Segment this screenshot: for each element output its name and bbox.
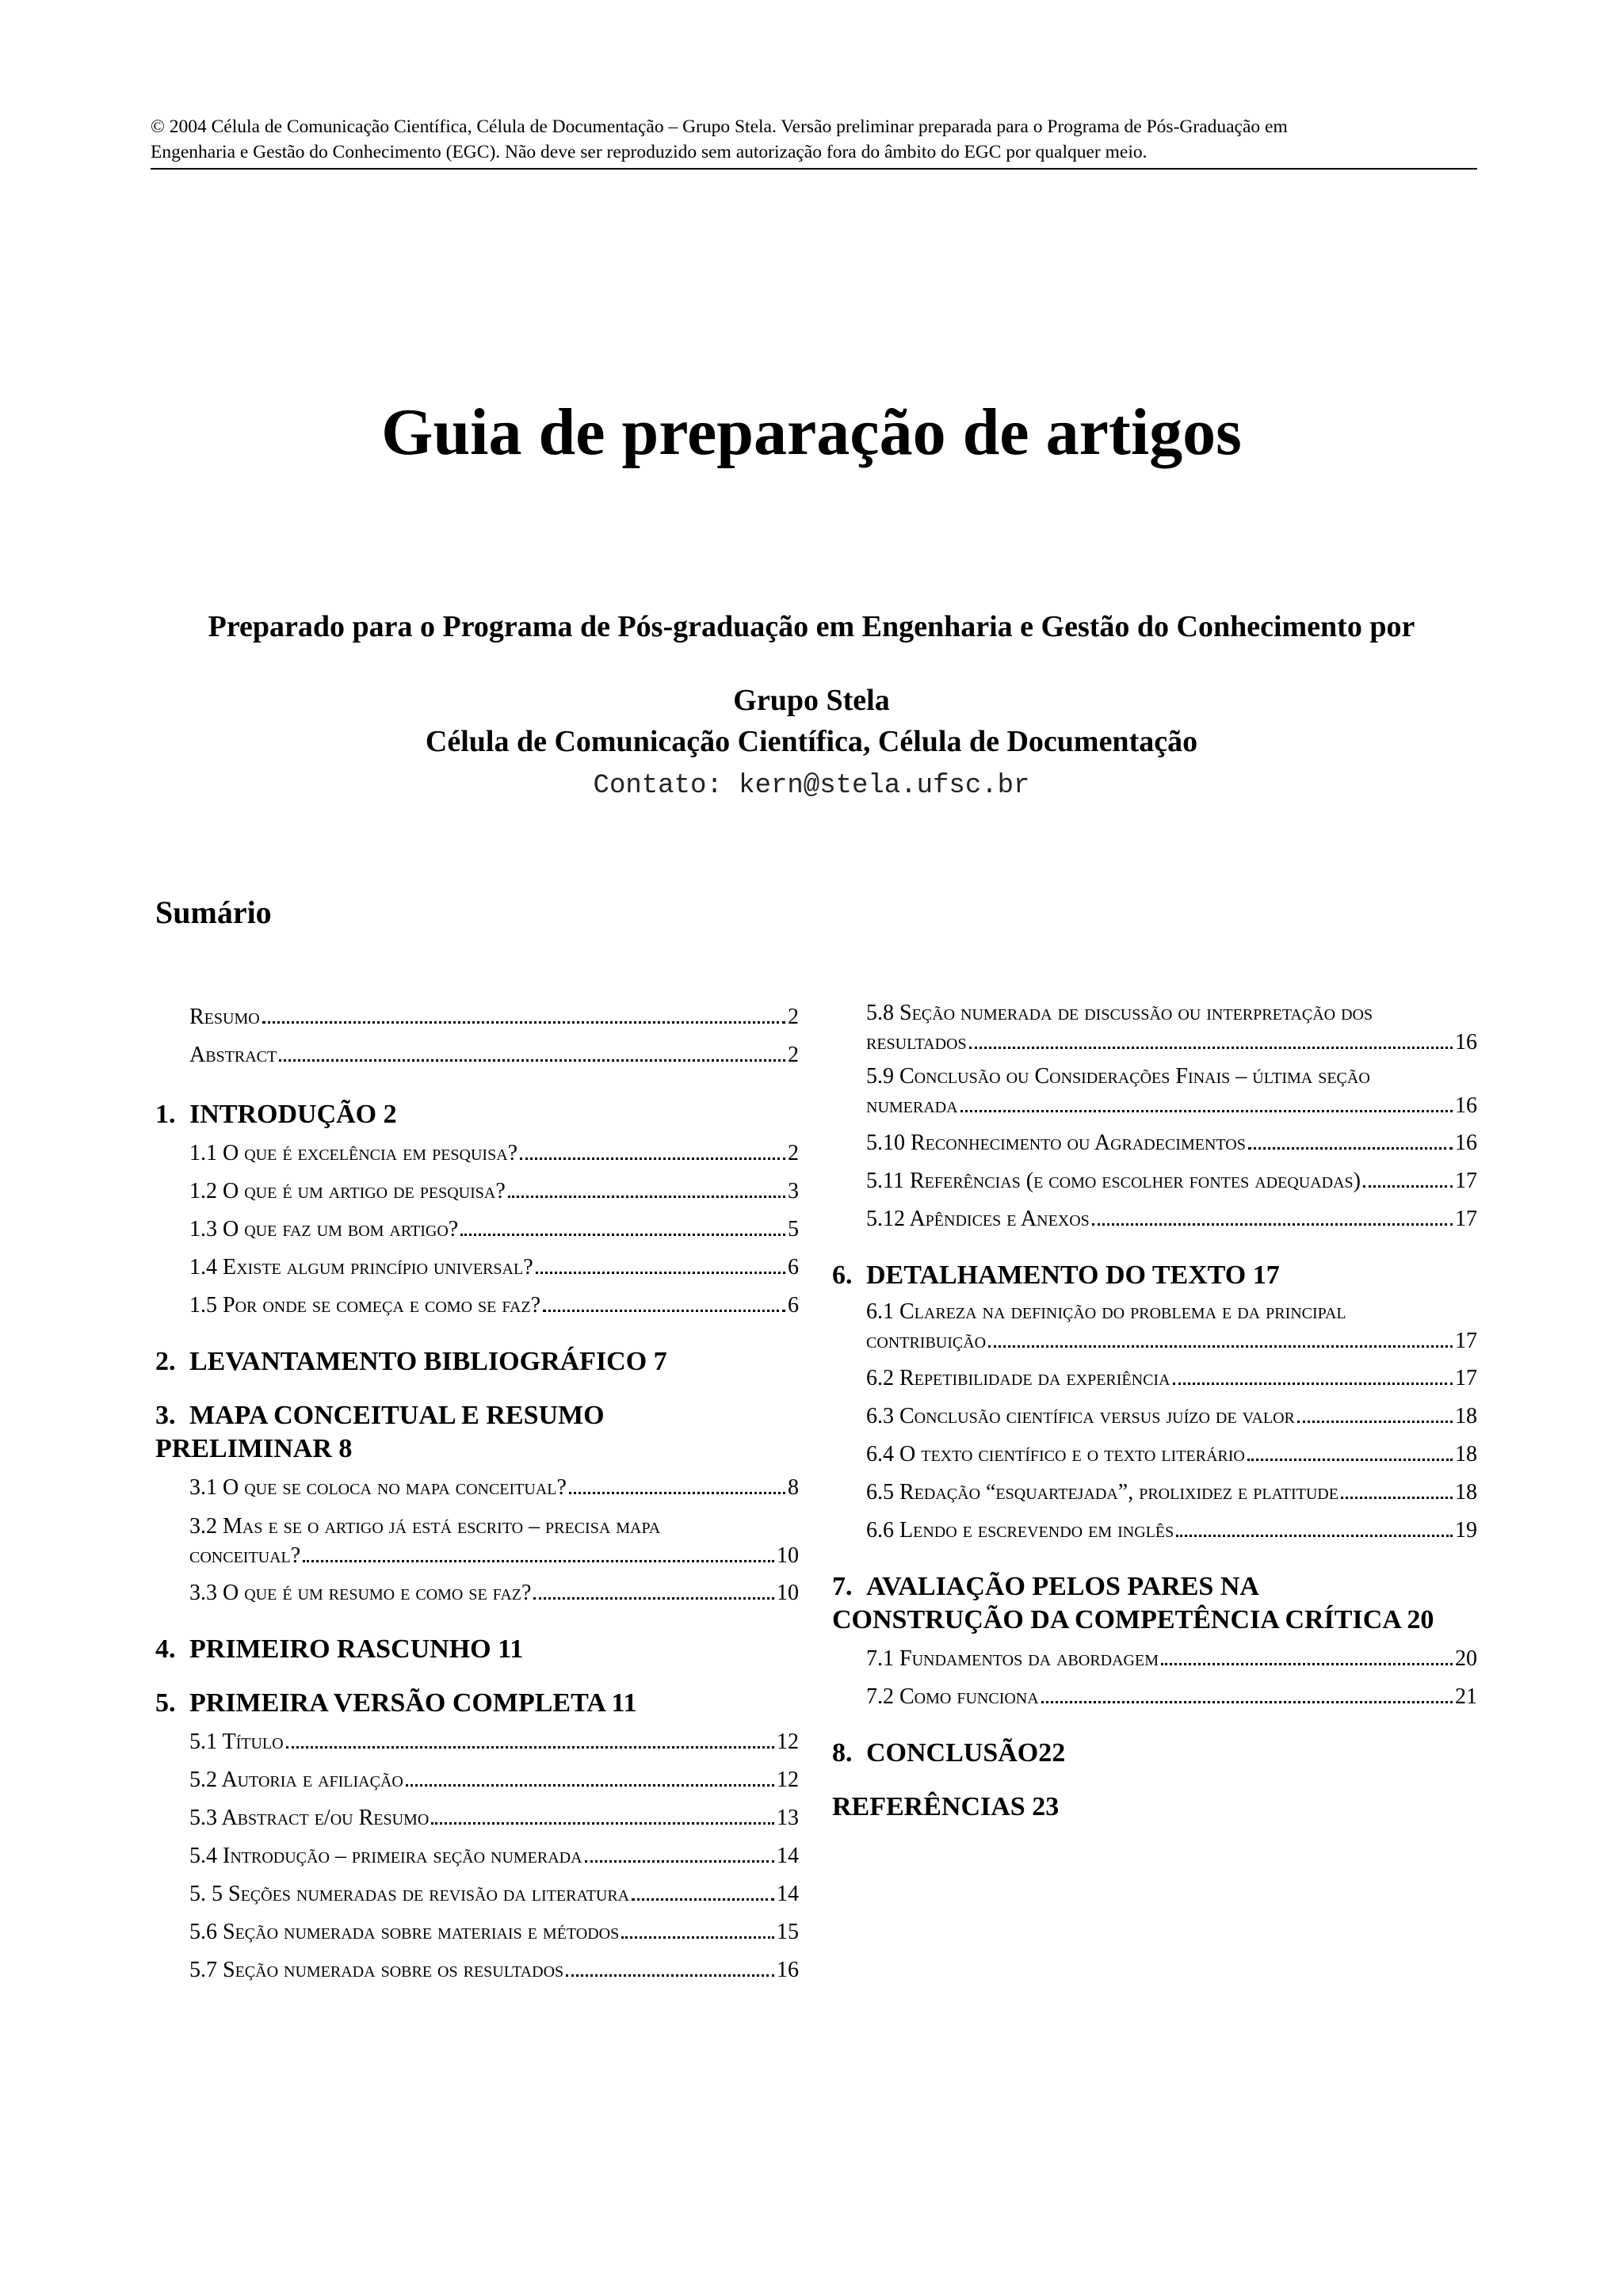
toc-entry-6-3[interactable]: 6.3 Conclusão científica versus juízo de valor 18 <box>866 1404 1477 1428</box>
toc-entry-5-7[interactable]: 5.7 Seção numerada sobre os resultados 16 <box>189 1958 799 1982</box>
group-cells: Célula de Comunicação Científica, Célula de Documentação <box>425 725 1198 758</box>
toc-entry-1-2[interactable]: 1.2 O que é um artigo de pesquisa? 3 <box>189 1179 799 1203</box>
toc-entry-7-2[interactable]: 7.2 Como funciona 21 <box>866 1684 1477 1709</box>
toc-section-7[interactable]: 7. AVALIAÇÃO PELOS PARES NA CONSTRUÇÃO DA COMPETÊNCIA CRÍTICA 20 <box>832 1572 1434 1634</box>
copyright-header <box>151 114 1477 170</box>
contact-line: Contato: kern@stela.ufsc.br <box>593 771 1030 801</box>
toc-section-2[interactable]: 2. LEVANTAMENTO BIBLIOGRÁFICO 7 <box>155 1347 667 1376</box>
group-name: Grupo Stela <box>733 684 890 717</box>
toc-entry-5-8[interactable]: 5.8 Seção numerada de discussão ou interpretação dos resultados 16 <box>866 1001 1477 1055</box>
toc-entry-6-2[interactable]: 6.2 Repetibilidade da experiência 17 <box>866 1366 1477 1390</box>
document-title: Guia de preparação de artigos <box>381 395 1242 469</box>
toc-entry-1-4[interactable]: 1.4 Existe algum princípio universal? 6 <box>189 1255 799 1280</box>
toc-entry-5-2[interactable]: 5.2 Autoria e afiliação 12 <box>189 1768 799 1792</box>
toc-entry-5-4[interactable]: 5.4 Introdução – primeira seção numerada 14 <box>189 1844 799 1868</box>
toc-entry-6-4[interactable]: 6.4 O texto científico e o texto literário 18 <box>866 1442 1477 1466</box>
toc-section-references[interactable]: REFERÊNCIAS 23 <box>832 1792 1060 1821</box>
author-block <box>0 680 1623 762</box>
toc-entry-3-2[interactable]: 3.2 Mas e se o artigo já está escrito – precisa mapa conceitual? 10 <box>189 1514 799 1568</box>
toc-right-column <box>832 998 1477 1827</box>
toc-entry-5-12[interactable]: 5.12 Apêndices e Anexos 17 <box>866 1207 1477 1231</box>
toc-entry-5-9[interactable]: 5.9 Conclusão ou Considerações Finais – última seção numerada 16 <box>866 1064 1477 1118</box>
copyright-line-2: Engenharia e Gestão do Conhecimento (EGC). Não deve ser reproduzido sem autorização fora do âmbito do EGC por qualquer meio. <box>151 142 1148 162</box>
toc-section-3[interactable]: 3. MAPA CONCEITUAL E RESUMO PRELIMINAR 8 <box>155 1401 605 1463</box>
toc-section-6[interactable]: 6. DETALHAMENTO DO TEXTO 17 <box>832 1261 1280 1290</box>
toc-section-4[interactable]: 4. PRIMEIRO RASCUNHO 11 <box>155 1634 524 1664</box>
toc-entry-7-1[interactable]: 7.1 Fundamentos da abordagem 20 <box>866 1646 1477 1671</box>
toc-entry-3-3[interactable]: 3.3 O que é um resumo e como se faz? 10 <box>189 1581 799 1605</box>
toc-entry-6-1[interactable]: 6.1 Clareza na definição do problema e da principal contribuição 17 <box>866 1299 1477 1353</box>
toc-entry-1-1[interactable]: 1.1 O que é excelência em pesquisa? 2 <box>189 1141 799 1165</box>
toc-left-column <box>155 998 799 1989</box>
toc-entry-5-6[interactable]: 5.6 Seção numerada sobre materiais e métodos 15 <box>189 1920 799 1944</box>
toc-section-5[interactable]: 5. PRIMEIRA VERSÃO COMPLETA 11 <box>155 1688 637 1718</box>
toc-entry-6-5[interactable]: 6.5 Redação “esquartejada”, prolixidez e platitude 18 <box>866 1480 1477 1505</box>
toc-entry-resumo[interactable]: Resumo 2 <box>189 1005 799 1029</box>
toc-entry-5-1[interactable]: 5.1 Título 12 <box>189 1730 799 1754</box>
toc-entry-5-11[interactable]: 5.11 Referências (e como escolher fontes adequadas) 17 <box>866 1169 1477 1193</box>
toc-entry-5-10[interactable]: 5.10 Reconhecimento ou Agradecimentos 16 <box>866 1131 1477 1155</box>
toc-entry-1-3[interactable]: 1.3 O que faz um bom artigo? 5 <box>189 1217 799 1241</box>
toc-entry-5-5[interactable]: 5. 5 Seções numeradas de revisão da literatura 14 <box>189 1882 799 1906</box>
copyright-line-1: © 2004 Célula de Comunicação Científica, Célula de Documentação – Grupo Stela. Versão preliminar preparada para o Programa de Pós-Graduação em <box>151 116 1288 137</box>
toc-entry-5-3[interactable]: 5.3 Abstract e/ou Resumo 13 <box>189 1806 799 1830</box>
toc-entry-abstract[interactable]: Abstract 2 <box>189 1043 799 1067</box>
toc-entry-1-5[interactable]: 1.5 Por onde se começa e como se faz? 6 <box>189 1293 799 1318</box>
toc-section-1[interactable]: 1. INTRODUÇÃO 2 <box>155 1100 397 1129</box>
toc-entry-6-6[interactable]: 6.6 Lendo e escrevendo em inglês 19 <box>866 1518 1477 1543</box>
toc-heading: Sumário <box>155 894 272 930</box>
toc-entry-3-1[interactable]: 3.1 O que se coloca no mapa conceitual? 8 <box>189 1475 799 1500</box>
toc-section-8[interactable]: 8. CONCLUSÃO22 <box>832 1738 1066 1768</box>
prepared-for: Preparado para o Programa de Pós-graduação em Engenharia e Gestão do Conhecimento por <box>208 610 1415 643</box>
